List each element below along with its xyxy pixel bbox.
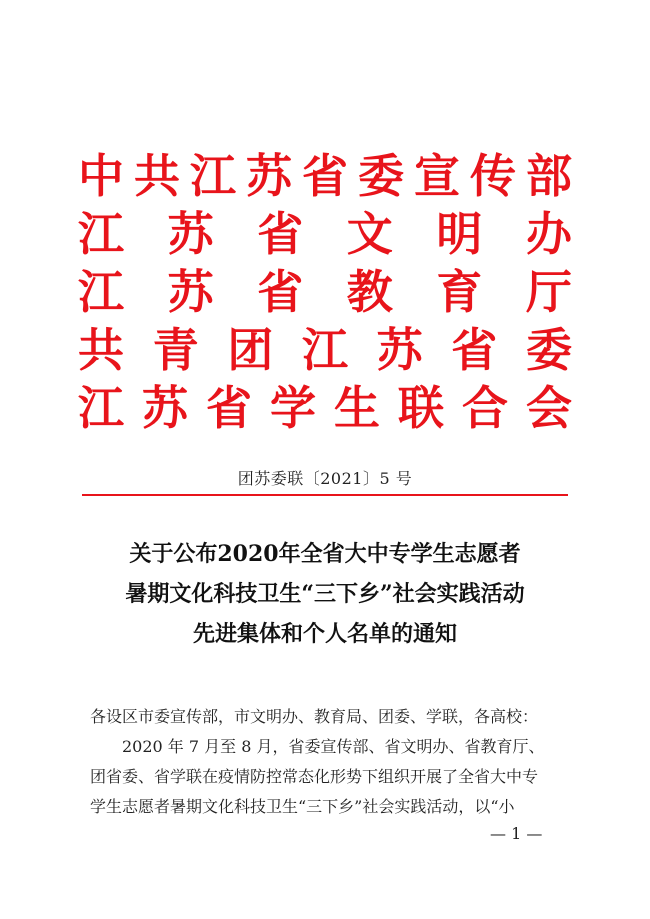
org-character: 中 [78, 149, 124, 203]
org-character: 青 [152, 323, 199, 377]
org-character: 会 [526, 381, 572, 435]
org-character: 苏 [142, 381, 188, 435]
org-character: 明 [436, 207, 483, 261]
org-character: 委 [525, 323, 572, 377]
org-character: 共 [78, 323, 124, 377]
org-character: 联 [398, 381, 444, 435]
org-character: 江 [78, 265, 124, 319]
org-character: 省 [257, 265, 304, 319]
org-line-4 [78, 321, 572, 379]
org-character: 江 [78, 207, 124, 261]
org-character: 合 [462, 381, 508, 435]
page-number: — 1 — [490, 824, 543, 843]
org-character: 省 [206, 381, 252, 435]
org-character: 江 [78, 381, 124, 435]
org-character: 苏 [167, 265, 214, 319]
title-line-2: 暑期文化科技卫生“三下乡”社会实践活动 [125, 581, 525, 607]
issuing-organizations [78, 147, 572, 437]
paragraph-line: 2020 年 7 月至 8 月，省委宣传部、省文明办、省教育厅、 [122, 737, 545, 756]
org-line-5 [78, 379, 572, 437]
red-divider-line [82, 494, 568, 496]
org-character: 团 [227, 323, 274, 377]
org-character: 委 [358, 149, 404, 203]
org-character: 厅 [525, 265, 572, 319]
salutation: 各设区市委宣传部，市文明办、教育局、团委、学联，各高校： [90, 707, 539, 726]
paragraph-line: 团省委、省学联在疫情防控常态化形势下组织开展了全省大中专 [90, 767, 539, 786]
org-character: 共 [134, 149, 180, 203]
org-character: 省 [451, 323, 498, 377]
org-character: 江 [301, 323, 348, 377]
document-title [0, 534, 650, 654]
org-character: 育 [436, 265, 483, 319]
org-character: 省 [257, 207, 304, 261]
document-number: 团苏委联〔2021〕5 号 [237, 469, 413, 488]
document-body [90, 702, 580, 822]
paragraph-line: 学生志愿者暑期文化科技卫生“三下乡”社会实践活动，以“小 [90, 797, 515, 816]
org-character: 教 [346, 265, 393, 319]
org-line-2 [78, 205, 572, 263]
org-character: 办 [525, 207, 572, 261]
org-character: 江 [190, 149, 236, 203]
org-line-1 [78, 147, 572, 205]
org-character: 苏 [376, 323, 423, 377]
org-character: 省 [302, 149, 348, 203]
org-character: 部 [526, 149, 572, 203]
org-character: 文 [346, 207, 393, 261]
org-line-3 [78, 263, 572, 321]
org-character: 生 [334, 381, 380, 435]
org-character: 学 [270, 381, 316, 435]
org-character: 苏 [167, 207, 214, 261]
org-character: 宣 [414, 149, 460, 203]
title-line-3: 先进集体和个人名单的通知 [192, 621, 457, 647]
title-line-1: 关于公布2020年全省大中专学生志愿者 [129, 541, 521, 567]
org-character: 苏 [246, 149, 292, 203]
org-character: 传 [470, 149, 516, 203]
